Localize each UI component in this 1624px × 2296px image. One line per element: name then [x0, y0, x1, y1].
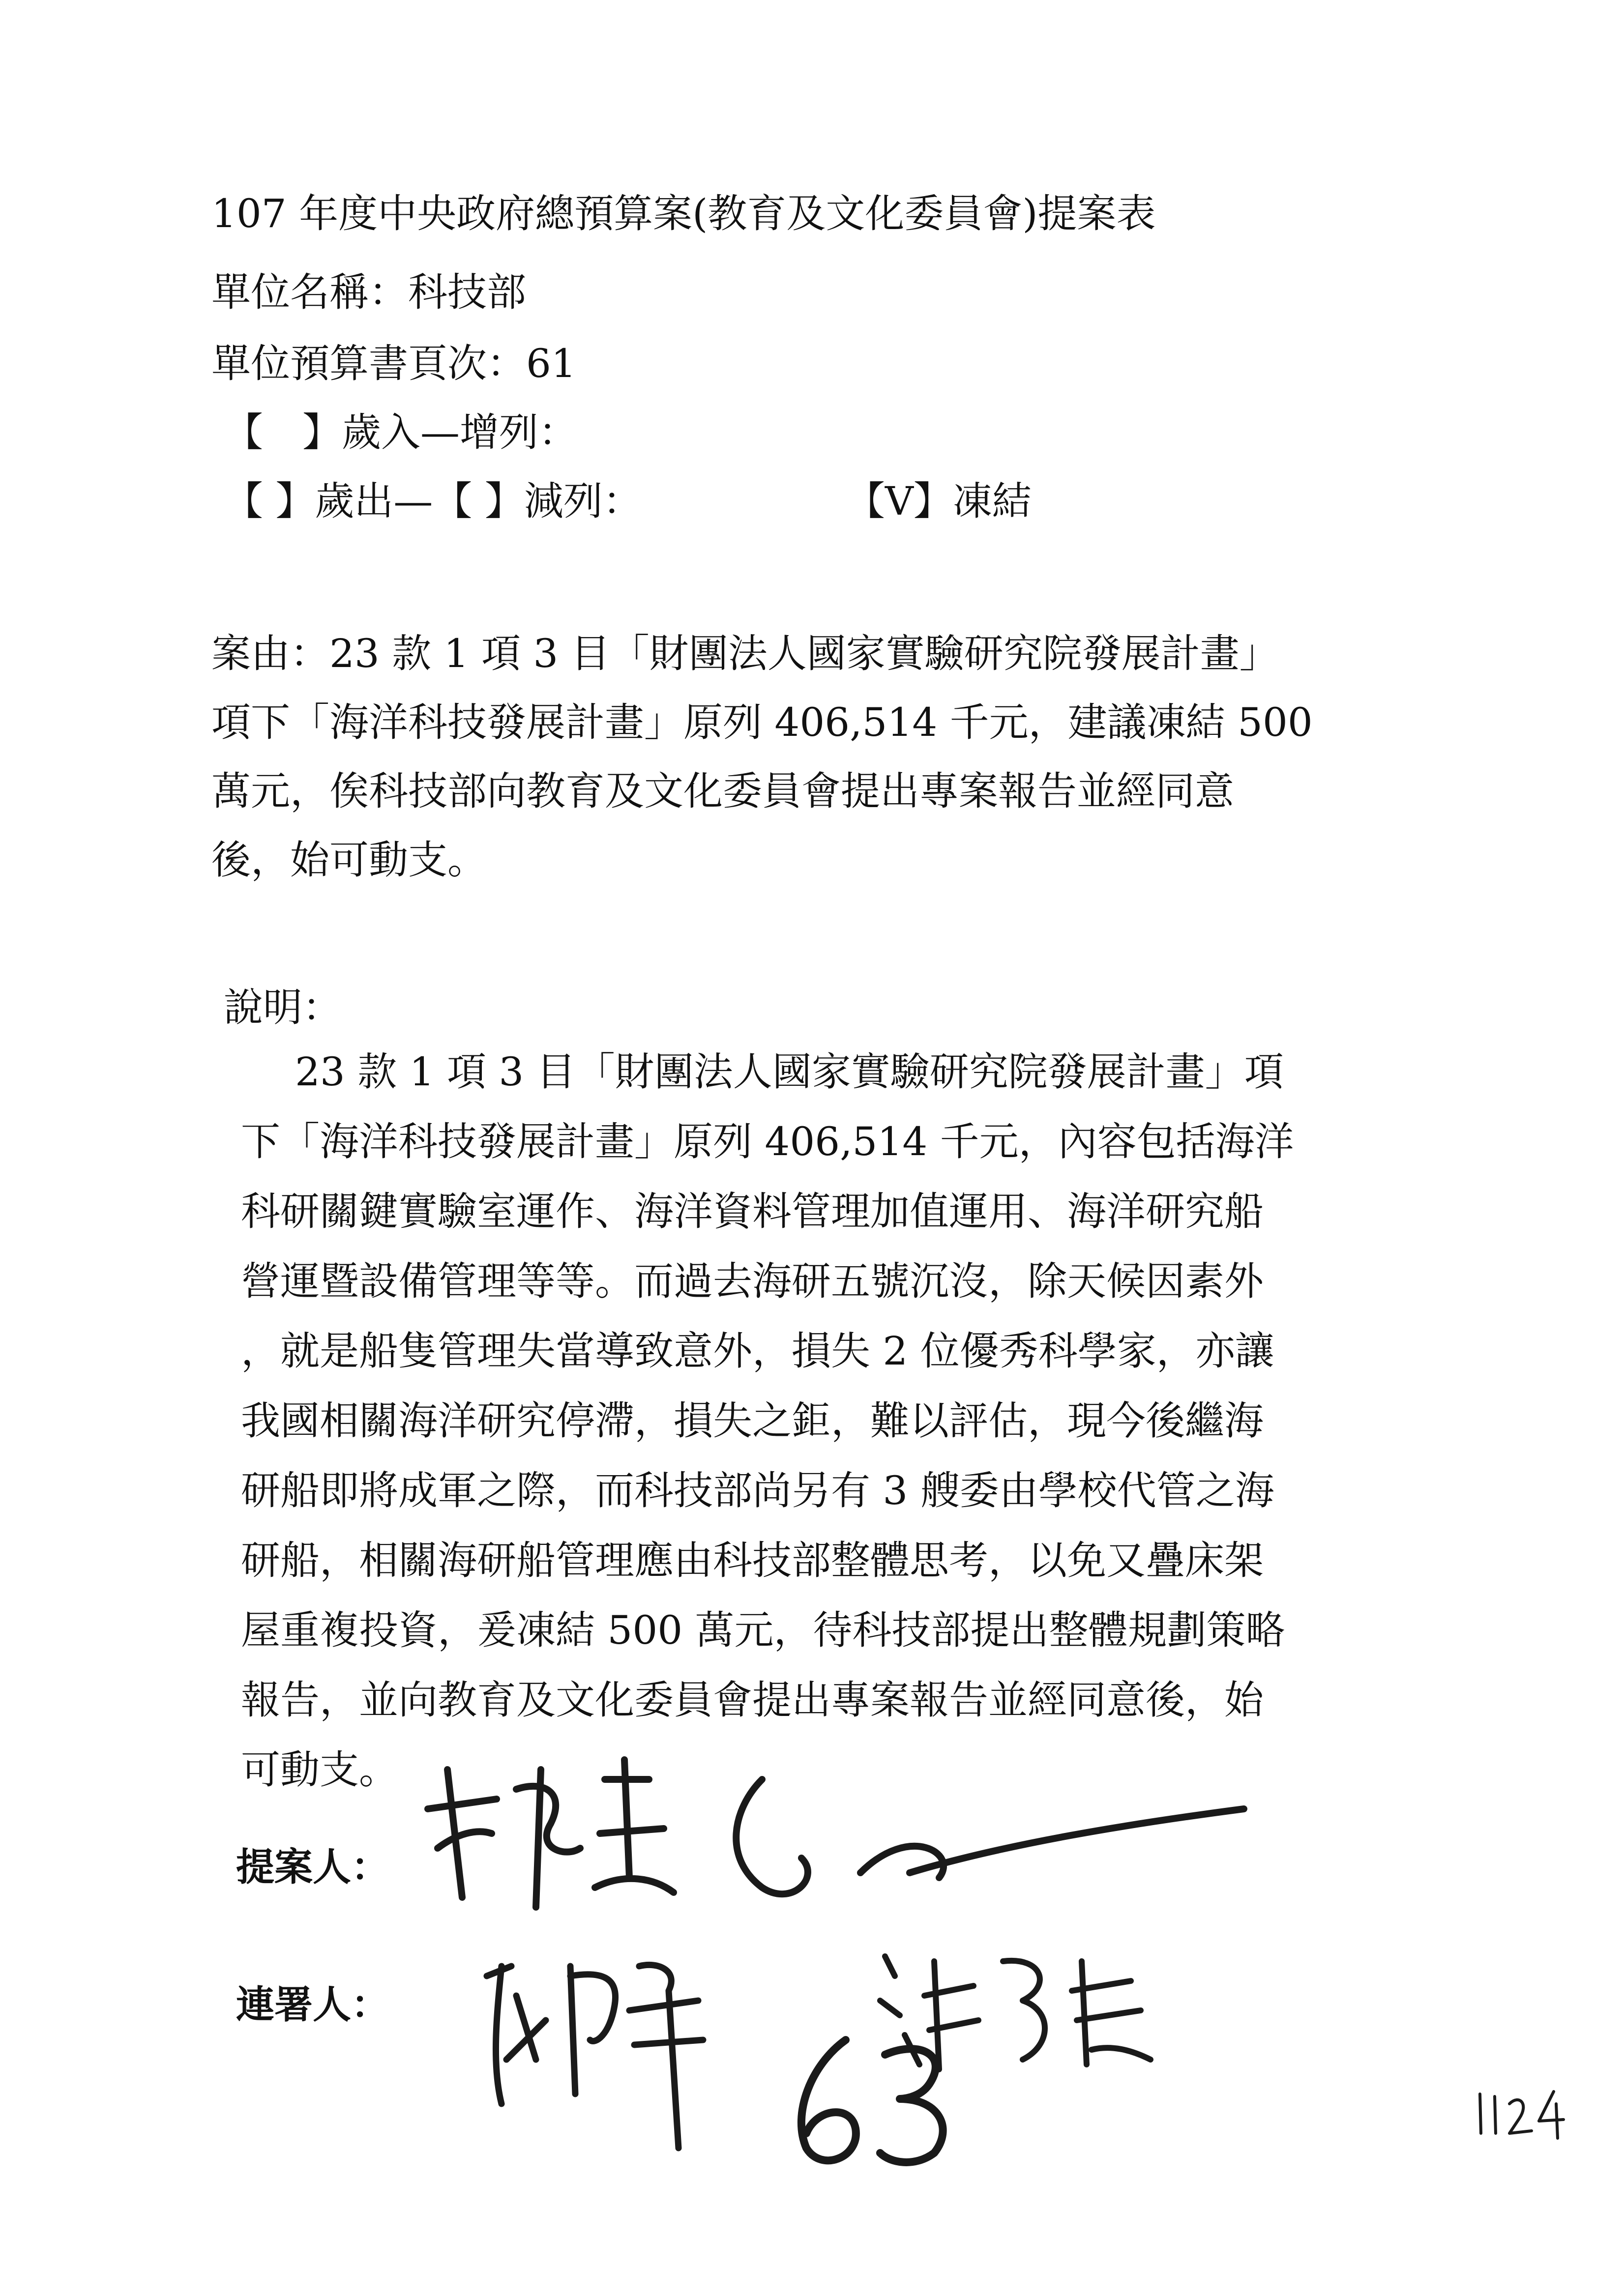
explanation-paragraph — [241, 1037, 1421, 1805]
explanation-line: ，就是船隻管理失當導致意外，損失 2 位優秀科學家，亦讓 — [241, 1328, 1274, 1374]
explanation-line: 科研關鍵實驗室運作、海洋資料管理加值運用、海洋研究船 — [241, 1189, 1264, 1234]
form-title: 107 年度中央政府總預算案(教育及文化委員會)提案表 — [211, 191, 1156, 236]
explanation-line: 可動支。 — [241, 1747, 398, 1793]
reason-line: 案由：23 款 1 項 3 目「財團法人國家實驗研究院發展計畫」 — [211, 631, 1279, 676]
option-freeze: 【V】凍結 — [846, 478, 1032, 524]
budget-page-number: 單位預算書頁次：61 — [211, 341, 576, 386]
explanation-line: 我國相關海洋研究停滯，損失之鉅，難以評估，現今後繼海 — [241, 1398, 1264, 1444]
explanation-line: 營運暨設備管理等等。而過去海研五號沉沒，除天候因素外 — [241, 1258, 1264, 1304]
cosigner-label: 連署人： — [236, 1983, 390, 2027]
explanation-line: 下「海洋科技發展計畫」原列 406,514 千元，內容包括海洋 — [241, 1119, 1294, 1164]
option-expense-reduce: 【 】歲出—【 】減列： — [224, 478, 642, 524]
reason-paragraph — [211, 619, 1416, 895]
reason-line: 項下「海洋科技發展計畫」原列 406,514 千元，建議凍結 500 — [211, 699, 1313, 745]
explanation-line: 研船即將成軍之際，而科技部尚另有 3 艘委由學校代管之海 — [241, 1468, 1274, 1513]
explanation-line: 屋重複投資，爰凍結 500 萬元，待科技部提出整體規劃策略 — [241, 1607, 1285, 1653]
explanation-line: 報告，並向教育及文化委員會提出專案報告並經同意後，始 — [241, 1677, 1264, 1723]
unit-name: 單位名稱：科技部 — [211, 269, 526, 315]
reason-line: 後，始可動支。 — [211, 837, 487, 883]
handwritten-number — [772, 2025, 969, 2173]
reason-line: 萬元，俟科技部向教育及文化委員會提出專案報告並經同意 — [211, 768, 1234, 814]
option-revenue-increase: 【 】歲入—增列： — [224, 409, 578, 455]
explanation-line: 23 款 1 項 3 目「財團法人國家實驗研究院發展計畫」項 — [295, 1049, 1284, 1095]
proposer-signature — [418, 1750, 1254, 1927]
explanation-line: 研船，相關海研船管理應由科技部整體思考，以免又疊床架 — [241, 1538, 1264, 1583]
explanation-heading: 說明： — [224, 985, 342, 1030]
proposer-label: 提案人： — [236, 1845, 390, 1889]
margin-note — [1470, 2084, 1568, 2143]
cosigner-signature-1 — [472, 1947, 747, 2153]
